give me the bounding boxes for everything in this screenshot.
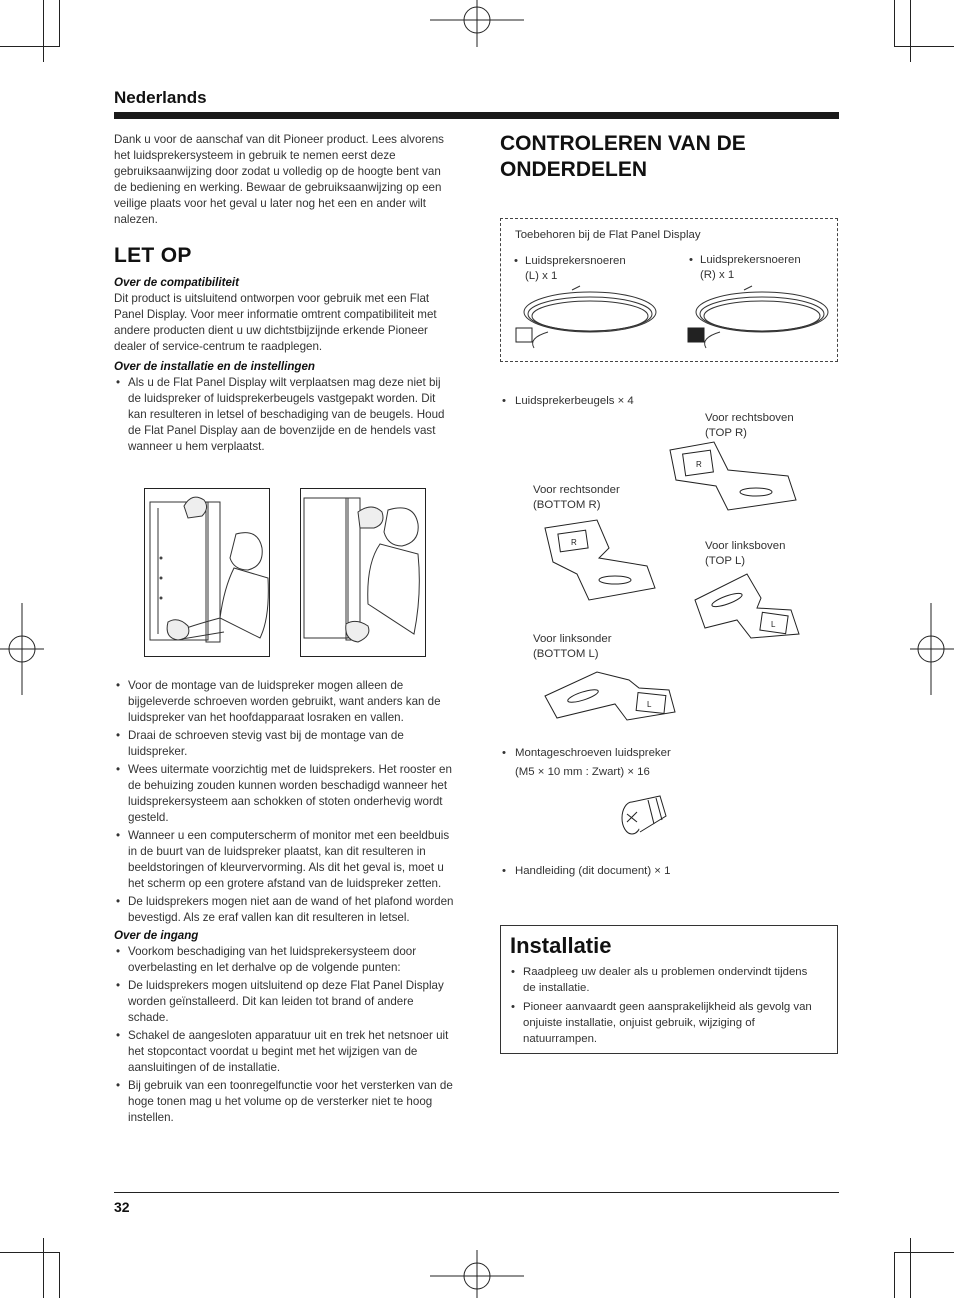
screw-icon: [618, 794, 672, 836]
list-item: • Als u de Flat Panel Display wilt verplaatsen mag deze niet bij de luidspreker of luidsprekerbeugels vastgepakt worden. Dit kan resulteren in letsel of beschadiging van de beugels. Houd de Flat Panel Display aan de bovenzijde en de hendels vast wanneer u hem verplaatst.: [114, 375, 454, 455]
cord-l-label: • Luidsprekersnoeren (L) x 1: [514, 255, 626, 282]
bottom-l-label: [533, 632, 612, 662]
parts-title-line-1: CONTROLEREN VAN DE: [500, 132, 746, 155]
bracket-mark-text: L: [771, 620, 776, 629]
accessories-caption: Toebehoren bij de Flat Panel Display: [515, 229, 701, 241]
bracket-mark-text: L: [647, 700, 652, 709]
installatie-list: [509, 964, 819, 1047]
manual-label: • Handleiding (dit document) × 1: [502, 865, 671, 877]
bracket-top-r-icon: [668, 440, 800, 512]
manual-text: Handleiding (dit document) × 1: [515, 865, 671, 877]
list-item: • Pioneer aanvaardt geen aansprakelijkheid als gevolg van onjuiste installatie, onjuist gebruik, wijziging of natuurrampen.: [509, 999, 819, 1047]
install-list: [114, 375, 454, 455]
list-item: • Voor de montage van de luidspreker mogen alleen de bijgeleverde schroeven worden gebruikt, want anders kan de luidspreker van het hoofdapparaat losraken en vallen.: [114, 678, 454, 726]
bracket-top-l-icon: [691, 570, 803, 640]
list-item: • Raadpleeg uw dealer als u problemen ondervindt tijdens de installatie.: [509, 964, 819, 996]
carry-illustration-right: [300, 488, 426, 657]
list-item: • Wees uitermate voorzichtig met de luidsprekers. Het rooster en de behuizing zouden kunnen worden beschadigd wanneer het luidsprekersysteem aan schokken of stoten onderhevig wordt gesteld.: [114, 762, 454, 826]
top-r-label: [705, 411, 794, 441]
bracket-mark-text: R: [571, 538, 577, 547]
bottom-r-line-1: Voor rechtsonder: [533, 484, 620, 496]
bottom-r-line-2: (BOTTOM R): [533, 499, 601, 511]
screws-label: • Montageschroeven luidspreker (M5 × 10 mm : Zwart) × 16: [502, 747, 671, 778]
list-item: • Bij gebruik van een toonregelfunctie voor het versterken van de hoge tonen mag u het volume op de versterker niet te hoog instellen.: [114, 1078, 454, 1126]
list-item: • Voorkom beschadiging van het luidsprekersysteem door overbelasting en let derhalve op de volgende punten:: [114, 944, 454, 976]
list-item: • Wanneer u een computerscherm of monitor met een beeldbuis in de buurt van de luidspreker plaatst, kan dit resulteren in beeldstoringen of kleurvervorming. Als dit het geval is, moet u het scherm op een grotere afstand van de luidspreker zetten.: [114, 828, 454, 892]
bottom-l-line-1: Voor linksonder: [533, 633, 612, 645]
install-title: Over de installatie en de instellingen: [114, 360, 316, 373]
screws-line-1: Montageschroeven luidspreker: [515, 747, 671, 759]
cord-r-line-2: (R) x 1: [700, 269, 735, 281]
footer-rule: [114, 1192, 839, 1193]
ingang-list: [114, 944, 454, 1126]
top-l-line-1: Voor linksboven: [705, 540, 786, 552]
language-heading: Nederlands: [114, 88, 207, 107]
list-item: • De luidsprekers mogen uitsluitend op deze Flat Panel Display worden geïnstalleerd. Dit kan leiden tot brand of andere schade.: [114, 978, 454, 1026]
header-rule: [114, 112, 839, 119]
bracket-mark-text: R: [696, 460, 702, 469]
top-l-label: [705, 539, 785, 569]
screws-line-2: (M5 × 10 mm : Zwart) × 16: [515, 766, 650, 778]
compat-section: [114, 275, 454, 455]
parts-title-line-2: ONDERDELEN: [500, 158, 648, 181]
ingang-title: Over de ingang: [114, 929, 199, 942]
caution-section-2: [114, 678, 454, 1126]
list-item: • Draai de schroeven stevig vast bij de montage van de luidspreker.: [114, 728, 454, 760]
page-number: 32: [114, 1199, 130, 1215]
compat-text: Dit product is uitsluitend ontworpen voor gebruik met een Flat Panel Display. Voor meer informatie omtrent compatibiliteit met andere producten dient u uw dichtstbijzijnde erkende Pioneer dealer of service-centrum te raadplegen.: [114, 292, 437, 353]
list-item: • De luidsprekers mogen niet aan de wand of het plafond worden bevestigd. Als ze eraf vallen kan dit resulteren in letsel.: [114, 894, 454, 926]
list-item: • Schakel de aangesloten apparatuur uit en trek het netsnoer uit het stopcontact voordat u begint met het wijzigen van de aansluitingen of de installatie.: [114, 1028, 454, 1076]
cord-r-line-1: Luidsprekersnoeren: [700, 254, 801, 266]
bracket-bottom-l-icon: [543, 666, 679, 724]
cord-l-line-1: Luidsprekersnoeren: [525, 255, 626, 267]
top-r-line-1: Voor rechtsboven: [705, 412, 794, 424]
section-title-parts: [500, 131, 820, 183]
intro-text: Dank u voor de aanschaf van dit Pioneer product. Lees alvorens het luidsprekersysteem in gebruik te nemen eerst deze gebruiksaanwijzing door zodat u volledig op de hoogte bent van de bediening en werking. Bewaar de gebruiksaanwijzing op een veilige plaats voor het geval u later nog het een en ander wilt nalezen.: [114, 133, 444, 226]
brackets-label: • Luidsprekerbeugels × 4: [502, 395, 634, 407]
caution-list: [114, 678, 454, 926]
top-l-line-2: (TOP L): [705, 555, 746, 567]
installatie-title: Installatie: [510, 933, 612, 958]
bottom-r-label: [533, 483, 620, 513]
bottom-l-line-2: (BOTTOM L): [533, 648, 599, 660]
installatie-box: [500, 925, 838, 1054]
cord-r-label: • Luidsprekersnoeren (R) x 1: [689, 254, 801, 281]
bracket-bottom-r-icon: [543, 518, 659, 604]
speaker-cord-l-icon: [512, 286, 662, 352]
top-r-line-2: (TOP R): [705, 427, 747, 439]
brackets-text: Luidsprekerbeugels × 4: [515, 395, 634, 407]
cord-l-line-2: (L) x 1: [525, 270, 558, 282]
compat-title: Over de compatibiliteit: [114, 276, 239, 289]
carry-illustration-left: [144, 488, 270, 657]
section-title-let-op: LET OP: [114, 244, 192, 267]
speaker-cord-r-icon: [684, 286, 834, 352]
